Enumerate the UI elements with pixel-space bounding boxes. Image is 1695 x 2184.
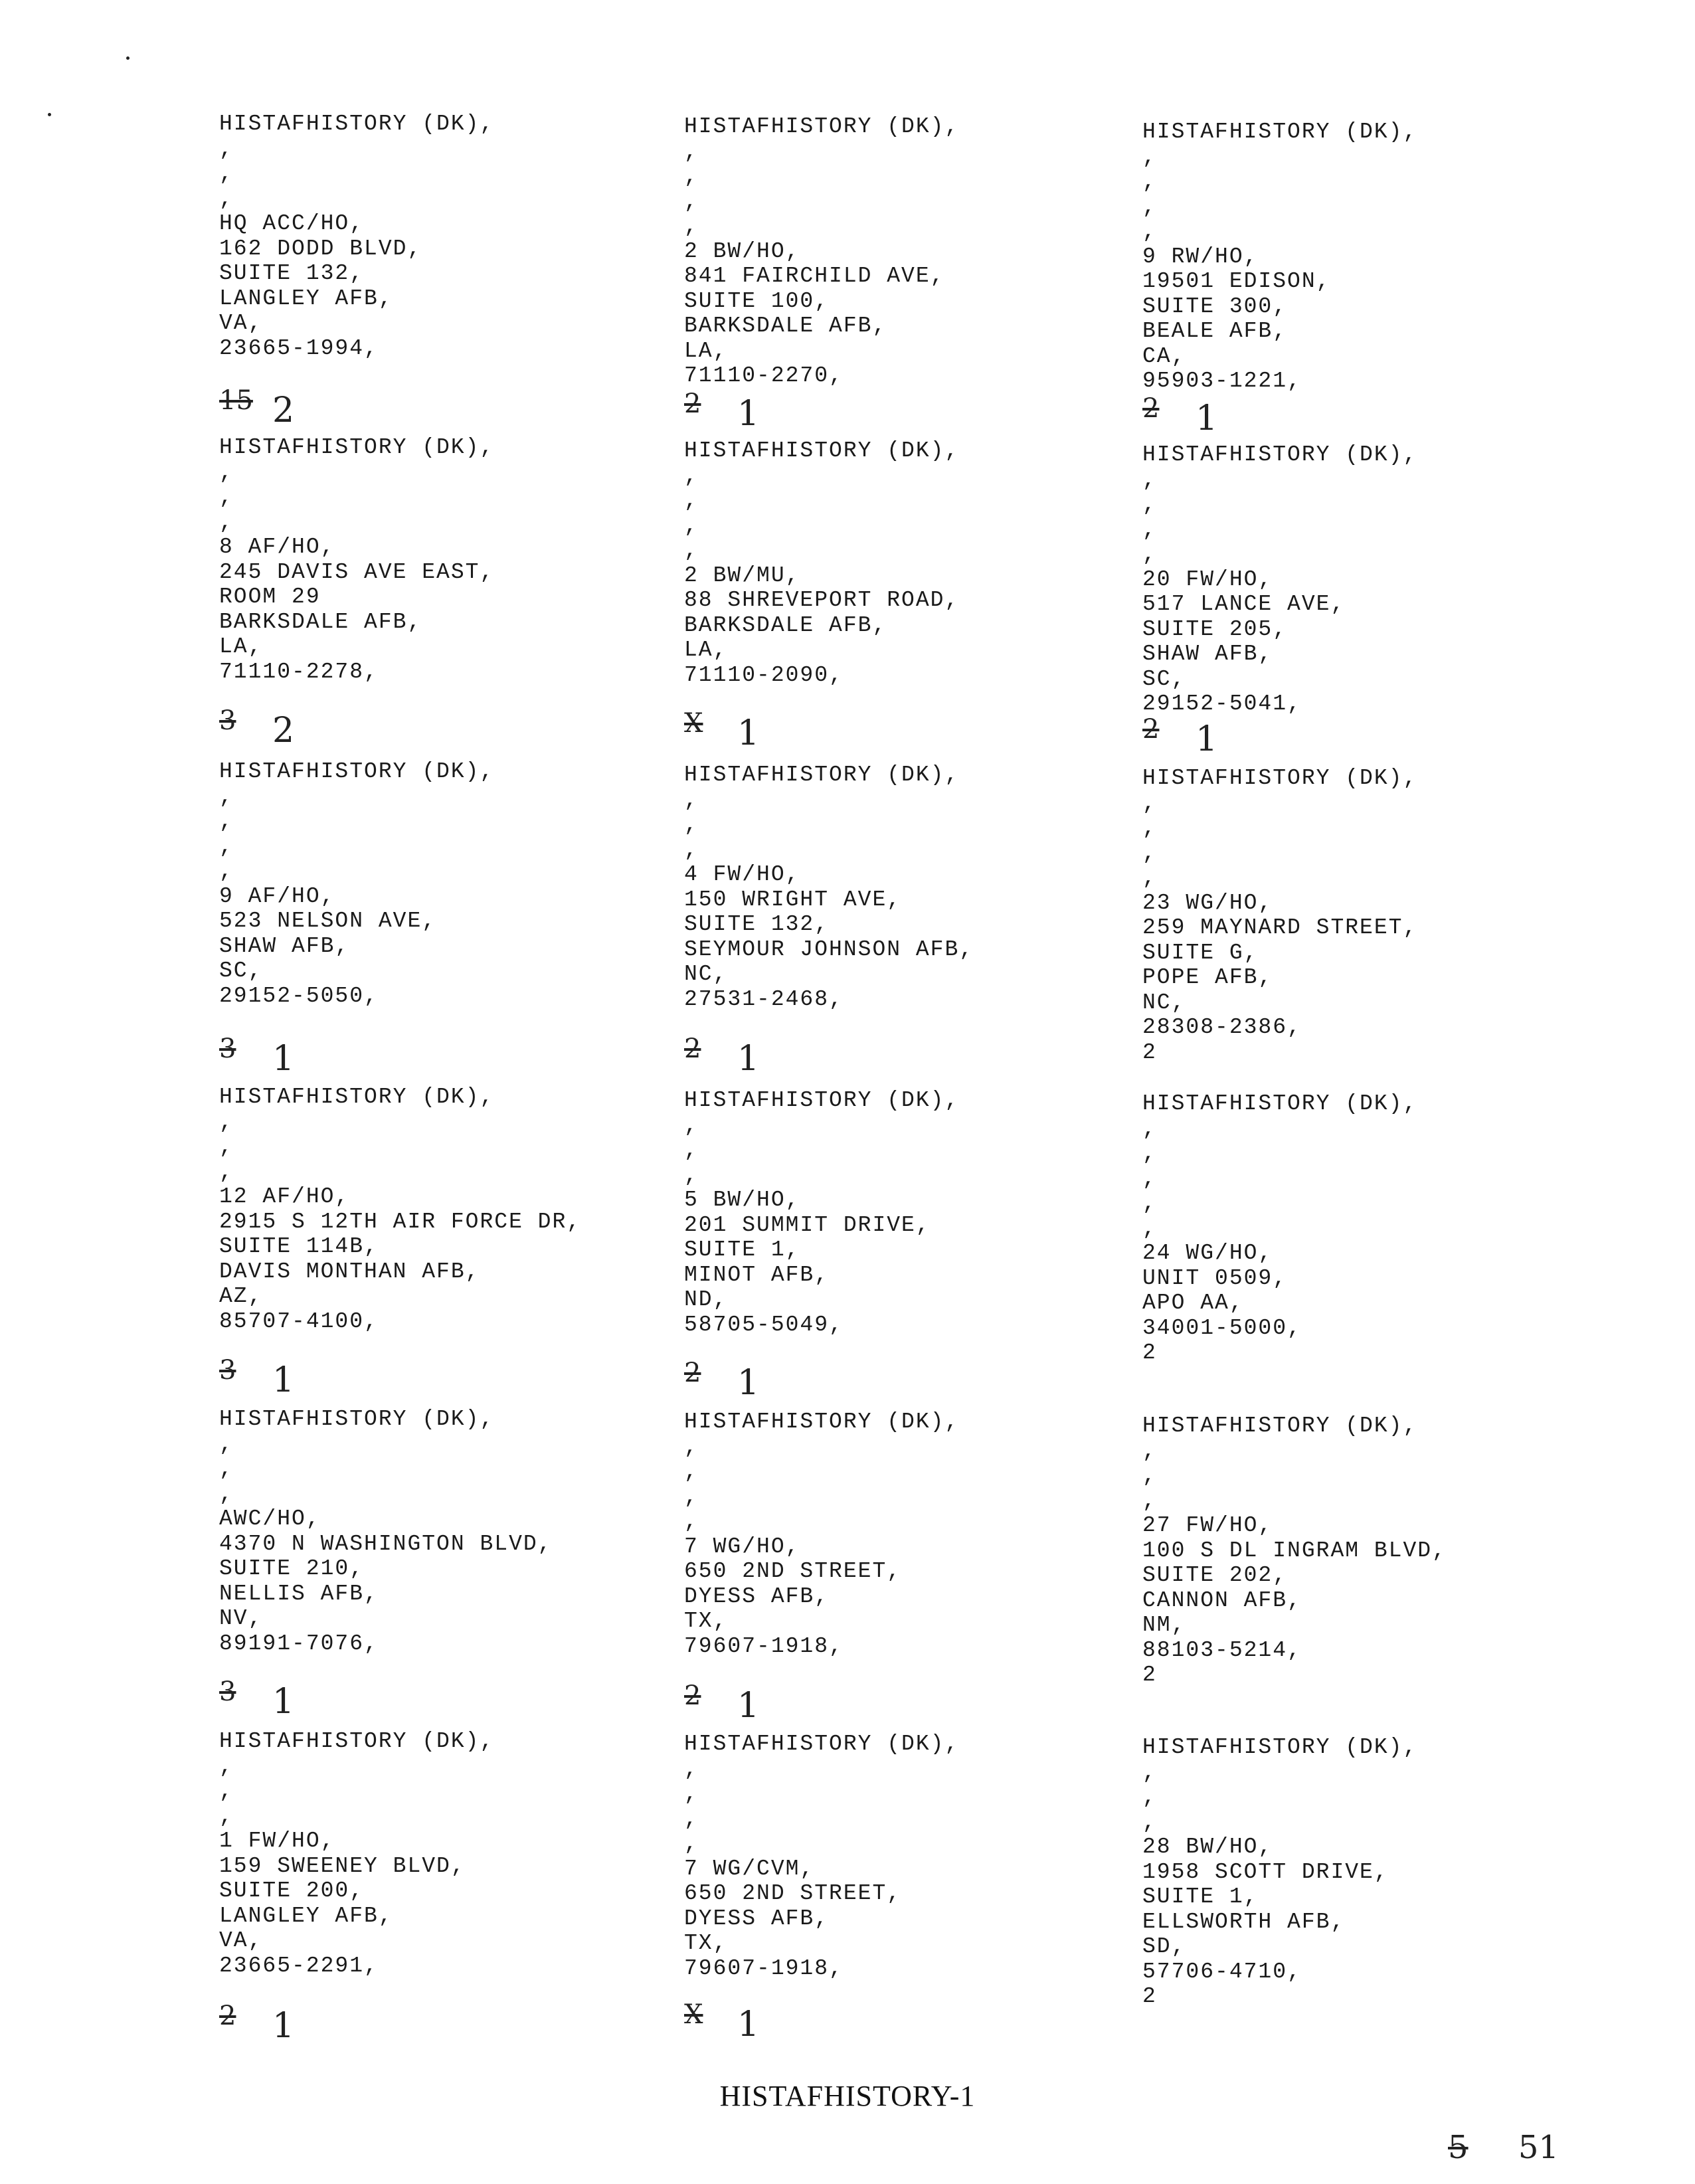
label-line: , [1142,1216,1157,1241]
label-line: 89191-7076, [219,1631,379,1656]
label-line: VA, [219,1928,263,1953]
struck-count: 3 [219,705,236,736]
label-line: , [1142,144,1157,169]
label-line: , [1142,1760,1157,1785]
label-line: AWC/HO, [219,1506,321,1531]
label-line: 23665-2291, [219,1953,379,1978]
label-line: BEALE AFB, [1142,319,1288,343]
label-line: SUITE 1, [1142,1884,1259,1909]
label-line: 2 [1142,1340,1157,1365]
label-line: 58705-5049, [684,1312,844,1337]
corrected-count: 1 [737,1363,760,1403]
label-line: 71110-2278, [219,659,379,684]
label-line: , [684,787,699,812]
label-line: BARKSDALE AFB, [684,612,887,638]
label-line: 9 RW/HO, [1142,244,1259,269]
label-line: 23 WG/HO, [1142,890,1273,915]
handwritten-page-number [1448,2129,1559,2166]
label-line: ELLSWORTH AFB, [1142,1909,1346,1934]
label-line: 9 AF/HO, [219,883,335,909]
corrected-count: 1 [272,1360,295,1400]
label-line: 650 2ND STREET, [684,1559,902,1584]
handwritten-count-correction [684,708,817,753]
label-line: TX, [684,1609,728,1633]
mailing-label [684,1088,959,1337]
label-line: 150 WRIGHT AVE, [684,887,902,912]
label-line: SD, [1142,1934,1186,1959]
mailing-label [219,435,494,684]
label-line: SUITE 1, [684,1237,800,1262]
label-heading: HISTAFHISTORY (DK), [219,759,495,784]
struck-count: X [684,1999,703,2030]
mailing-label [1142,120,1417,394]
label-line: , [684,189,699,214]
label-line: NC, [684,962,728,986]
label-line: , [219,784,234,809]
handwritten-count-correction [219,1355,352,1400]
label-heading: HISTAFHISTORY (DK), [684,438,960,463]
corrected-count: 1 [272,1682,295,1722]
label-line: 71110-2270, [684,363,844,388]
label-line: , [219,1109,234,1135]
label-line: , [684,139,699,164]
label-line: 28308-2386, [1142,1015,1302,1040]
label-line: , [1142,1116,1157,1141]
corrected-count: 1 [737,1039,760,1079]
label-heading: HISTAFHISTORY (DK), [1142,120,1418,144]
label-line: 2 BW/MU, [684,563,800,588]
label-line: , [1142,1141,1157,1166]
mailing-label [1142,1413,1447,1688]
label-line: 5 BW/HO, [684,1188,800,1212]
label-line: 79607-1918, [684,1633,844,1659]
mailing-label [684,763,974,1012]
label-line: UNIT 0509, [1142,1265,1288,1291]
corrected-count: 1 [1196,719,1218,759]
label-line: 517 LANCE AVE, [1142,592,1346,616]
label-line: , [219,1431,234,1457]
label-line: SC, [1142,666,1186,691]
label-line: , [219,1135,234,1159]
label-line: , [1142,467,1157,492]
struck-page-number: 5 [1448,2129,1469,2166]
handwritten-count-correction [684,1358,817,1403]
mailing-label [219,112,494,361]
scan-speck [126,56,130,60]
mailing-label [684,114,959,389]
label-line: , [219,1457,234,1481]
label-line: , [684,463,699,488]
label-heading: HISTAFHISTORY (DK), [219,435,495,460]
handwritten-count-correction [1142,714,1275,759]
struck-count: X [684,708,703,739]
label-line: 1958 SCOTT DRIVE, [1142,1859,1389,1884]
label-line: NC, [1142,990,1186,1015]
struck-count: 3 [219,1034,236,1064]
mailing-label [684,1732,959,1981]
label-line: , [1142,1438,1157,1463]
mailing-label [1142,1735,1417,2009]
label-line: NM, [1142,1613,1186,1637]
label-line: , [684,164,699,189]
label-line: 29152-5041, [1142,691,1302,716]
struck-count: 2 [684,1034,701,1064]
label-line: , [219,509,234,535]
label-line: 95903-1221, [1142,369,1302,393]
mailing-label [1142,1091,1417,1366]
label-line: 71110-2090, [684,662,844,687]
label-line: 7 WG/HO, [684,1534,800,1559]
label-line: 28 BW/HO, [1142,1835,1273,1859]
handwritten-count-correction [219,385,352,430]
label-line: , [684,538,699,563]
label-line: 85707-4100, [219,1309,379,1334]
label-line: , [219,485,234,509]
label-heading: HISTAFHISTORY (DK), [1142,1735,1418,1760]
label-line: SUITE G, [1142,940,1259,965]
handwritten-count-correction [219,705,352,751]
label-line: , [684,1756,699,1781]
corrected-page-number: 51 [1518,2129,1559,2166]
label-heading: HISTAFHISTORY (DK), [684,763,960,787]
label-line: , [684,1434,699,1459]
handwritten-count-correction [684,389,817,434]
handwritten-count-correction [684,1681,817,1726]
label-line: , [1142,1191,1157,1216]
label-heading: HISTAFHISTORY (DK), [1142,442,1418,467]
label-heading: HISTAFHISTORY (DK), [1142,1413,1418,1438]
struck-count: 2 [684,389,701,419]
label-line: CA, [1142,343,1186,369]
label-line: 259 MAYNARD STREET, [1142,915,1418,940]
label-line: , [1142,169,1157,194]
label-line: 159 SWEENEY BLVD, [219,1853,466,1878]
label-line: , [1142,1809,1157,1835]
label-line: 27 FW/HO, [1142,1513,1273,1538]
label-line: SUITE 300, [1142,294,1288,319]
label-line: 100 S DL INGRAM BLVD, [1142,1538,1447,1563]
mailing-label [219,1407,552,1656]
label-heading: HISTAFHISTORY (DK), [684,1410,960,1434]
label-line: 23665-1994, [219,335,379,361]
label-line: , [219,161,234,186]
label-line: SUITE 205, [1142,616,1288,642]
label-line: , [1142,194,1157,219]
label-line: SUITE 210, [219,1556,365,1581]
mailing-label [1142,442,1417,717]
label-line: 650 2ND STREET, [684,1881,902,1906]
label-line: 12 AF/HO, [219,1184,350,1209]
page-footer-title: HISTAFHISTORY-1 [719,2080,976,2112]
label-line: NELLIS AFB, [219,1581,379,1606]
label-line: 162 DODD BLVD, [219,236,422,261]
label-line: NV, [219,1606,263,1631]
handwritten-count-correction [219,1677,352,1722]
label-line: SC, [219,958,263,983]
handwritten-count-correction [219,1034,352,1079]
mailing-label [219,1729,494,1978]
label-line: , [684,214,699,238]
label-line: , [684,1831,699,1856]
label-line: SUITE 100, [684,288,830,314]
label-line: ND, [684,1287,728,1312]
label-line: 2 [1142,1663,1157,1687]
label-line: , [219,1754,234,1779]
corrected-count: 1 [737,394,760,434]
label-line: , [219,186,234,211]
label-line: , [684,812,699,837]
label-heading: HISTAFHISTORY (DK), [1142,766,1418,790]
label-line: , [1142,865,1157,890]
label-heading: HISTAFHISTORY (DK), [684,1732,960,1756]
label-line: LANGLEY AFB, [219,286,393,311]
label-line: 8 AF/HO, [219,535,335,559]
corrected-count: 1 [272,1039,295,1079]
label-line: 245 DAVIS AVE EAST, [219,559,495,585]
label-line: SUITE 202, [1142,1563,1288,1588]
handwritten-count-correction [684,1999,817,2045]
label-line: , [219,460,234,485]
label-line: 88 SHREVEPORT ROAD, [684,588,960,612]
label-line: BARKSDALE AFB, [219,609,422,634]
label-line: , [684,1459,699,1484]
label-line: 79607-1918, [684,1956,844,1981]
label-line: 1 FW/HO, [219,1829,335,1853]
corrected-count: 2 [272,711,295,751]
label-line: , [1142,219,1157,244]
label-line: POPE AFB, [1142,965,1273,990]
label-heading: HISTAFHISTORY (DK), [219,112,495,136]
label-line: , [219,1803,234,1829]
label-line: LA, [219,634,263,659]
label-line: 201 SUMMIT DRIVE, [684,1212,931,1237]
label-line: , [684,1781,699,1806]
label-line: TX, [684,1931,728,1956]
label-line: , [684,1484,699,1509]
label-line: 34001-5000, [1142,1315,1302,1340]
label-line: , [1142,1463,1157,1488]
handwritten-count-correction [219,2001,352,2046]
label-line: , [684,513,699,538]
label-line: , [219,859,234,883]
label-line: 19501 EDISON, [1142,269,1331,294]
label-line: , [219,136,234,161]
corrected-count: 1 [737,1686,760,1726]
corrected-count: 1 [272,2006,295,2046]
mailing-label [1142,766,1417,1065]
label-line: , [684,837,699,862]
label-heading: HISTAFHISTORY (DK), [219,1407,495,1431]
label-line: SHAW AFB, [219,933,350,958]
handwritten-count-correction [684,1034,817,1079]
struck-count: 2 [219,2001,236,2031]
label-line: 24 WG/HO, [1142,1241,1273,1265]
handwritten-count-correction [1142,393,1275,438]
mailing-label [219,759,494,1008]
label-line: ROOM 29 [219,585,321,609]
label-line: , [684,1509,699,1534]
scan-speck [48,113,51,116]
corrected-count: 1 [1196,399,1218,438]
label-line: , [1142,840,1157,865]
label-line: , [684,1162,699,1188]
label-line: VA, [219,311,263,335]
label-line: , [684,1138,699,1162]
label-line: 57706-4710, [1142,1959,1302,1984]
label-line: 88103-5214, [1142,1637,1302,1663]
label-line: SHAW AFB, [1142,642,1273,666]
label-line: , [684,488,699,513]
label-line: SUITE 200, [219,1878,365,1903]
label-line: BARKSDALE AFB, [684,314,887,338]
label-line: , [684,1806,699,1831]
label-line: 523 NELSON AVE, [219,909,437,933]
struck-count: 2 [684,1681,701,1711]
label-line: , [1142,1488,1157,1513]
label-heading: HISTAFHISTORY (DK), [219,1085,495,1109]
label-line: 2915 S 12TH AIR FORCE DR, [219,1209,582,1234]
label-line: 2 [1142,1040,1157,1065]
struck-count: 2 [684,1358,701,1388]
label-line: LA, [684,338,728,363]
corrected-count: 1 [737,713,760,753]
label-line: 2 BW/HO, [684,238,800,264]
label-line: DYESS AFB, [684,1584,830,1609]
label-line: , [1142,1785,1157,1809]
label-line: 20 FW/HO, [1142,567,1273,592]
corrected-count: 2 [272,391,295,430]
struck-count: 3 [219,1355,236,1386]
label-line: APO AA, [1142,1291,1244,1315]
mailing-label [684,438,959,687]
label-line: LA, [684,638,728,662]
struck-count: 3 [219,1677,236,1707]
label-heading: HISTAFHISTORY (DK), [219,1729,495,1754]
label-line: 27531-2468, [684,986,844,1012]
label-line: MINOT AFB, [684,1262,830,1287]
label-line: 841 FAIRCHILD AVE, [684,264,945,288]
label-heading: HISTAFHISTORY (DK), [1142,1091,1418,1116]
label-line: 29152-5050, [219,983,379,1008]
label-line: 7 WG/CVM, [684,1856,815,1881]
label-line: , [684,1113,699,1138]
label-line: 4370 N WASHINGTON BLVD, [219,1531,553,1556]
label-line: , [219,809,234,834]
label-line: SEYMOUR JOHNSON AFB, [684,937,974,962]
label-line: AZ, [219,1284,263,1309]
label-line: , [1142,542,1157,567]
label-line: DAVIS MONTHAN AFB, [219,1259,480,1284]
label-line: , [219,834,234,859]
label-line: , [1142,1166,1157,1191]
label-line: 4 FW/HO, [684,862,800,887]
label-line: HQ ACC/HO, [219,211,365,236]
label-line: , [219,1481,234,1506]
label-line: , [1142,492,1157,517]
label-line: DYESS AFB, [684,1906,830,1931]
label-line: LANGLEY AFB, [219,1903,393,1928]
label-line: , [1142,816,1157,840]
label-line: 2 [1142,1984,1157,2009]
label-heading: HISTAFHISTORY (DK), [684,114,960,139]
label-line: SUITE 132, [219,261,365,286]
label-line: , [219,1159,234,1184]
label-line: , [219,1779,234,1803]
struck-count: 2 [1142,714,1160,745]
label-line: , [1142,517,1157,542]
struck-count: 2 [1142,393,1160,424]
label-line: SUITE 114B, [219,1234,379,1259]
label-line: , [1142,790,1157,816]
label-line: SUITE 132, [684,912,830,937]
struck-count: 15 [219,385,253,416]
label-heading: HISTAFHISTORY (DK), [684,1088,960,1113]
mailing-label [684,1410,959,1659]
label-line: CANNON AFB, [1142,1588,1302,1613]
corrected-count: 1 [737,2005,760,2045]
mailing-label [219,1085,581,1334]
